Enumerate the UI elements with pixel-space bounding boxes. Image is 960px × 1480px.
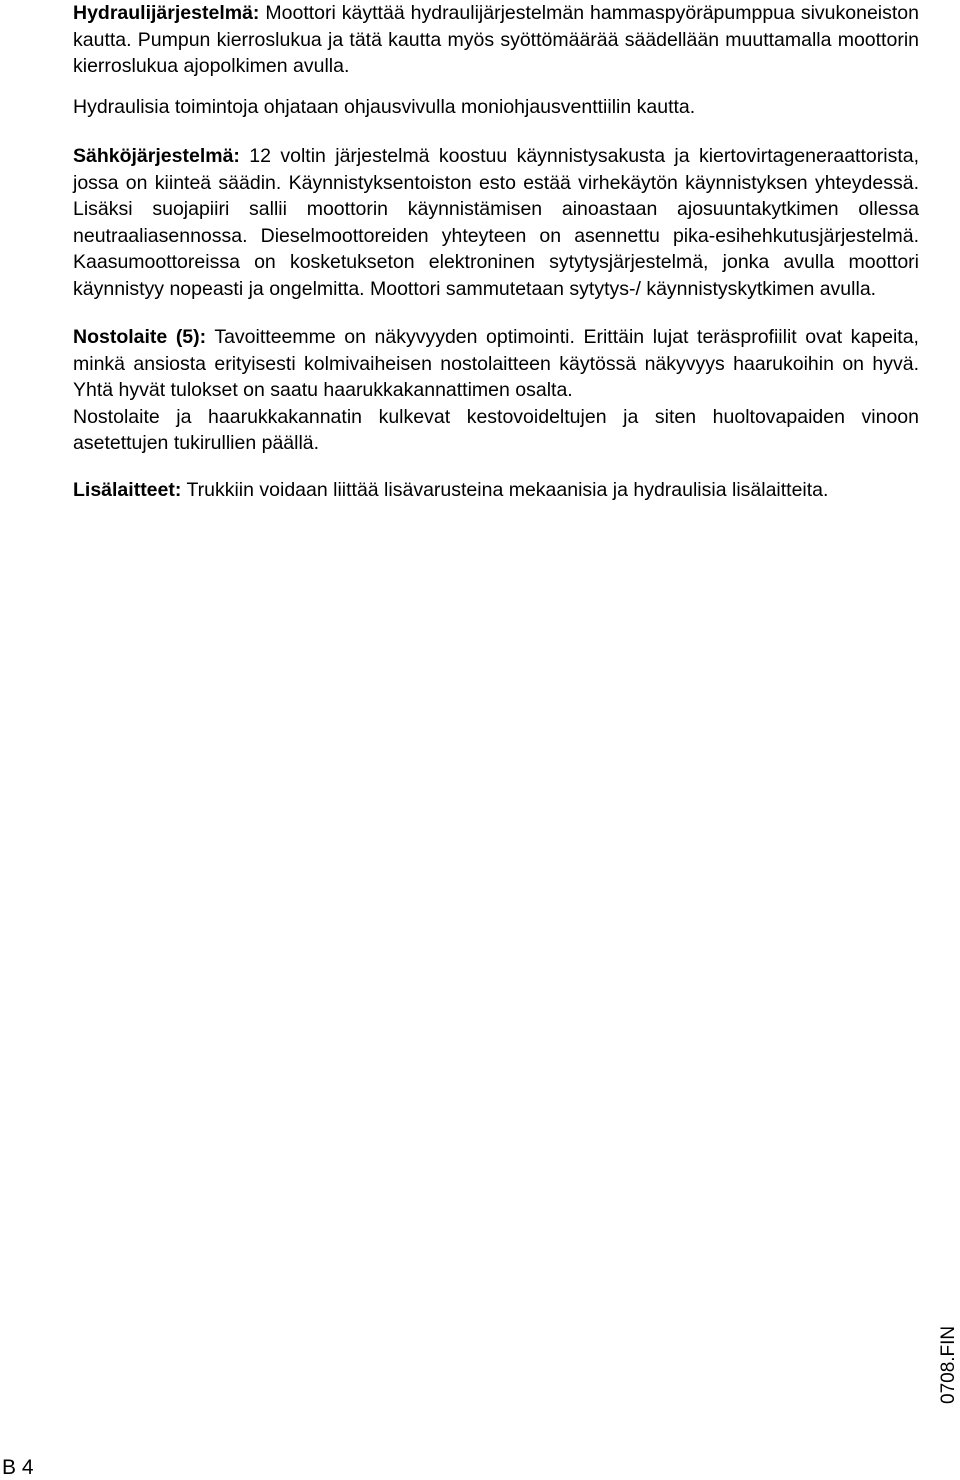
paragraph-lifting-device: [73, 324, 919, 404]
document-body: [73, 0, 919, 503]
paragraph-electrical-system: [73, 143, 919, 302]
text-hydraulic-controls: Hydraulisia toimintoja ohjataan ohjausvivulla moniohjausventtiilin kautta.: [73, 95, 696, 118]
text-attachments: Trukkiin voidaan liittää lisävarusteina mekaanisia ja hydraulisia lisälaitteita.: [181, 478, 829, 501]
paragraph-lifting-rollers: [73, 404, 919, 457]
paragraph-hydraulic-system: [73, 0, 919, 80]
text-lifting-rollers: Nostolaite ja haarukkakannatin kulkevat kestovoideltujen ja siten huoltovapaiden vinoon asetettujen tukirullien päällä.: [73, 405, 919, 454]
paragraph-attachments: [73, 477, 919, 504]
page-number: B 4: [2, 1456, 34, 1479]
paragraph-hydraulic-controls: [73, 94, 919, 121]
heading-hydraulic-system: Hydraulijärjestelmä:: [73, 2, 260, 24]
heading-electrical-system: Sähköjärjestelmä:: [73, 145, 240, 167]
heading-lifting-device: Nostolaite (5):: [73, 326, 207, 348]
text-electrical-system: 12 voltin järjestelmä koostuu käynnistysakusta ja kiertovirtageneraattorista, jossa on kiinteä säädin. Käynnistyksentoiston esto estää virhekäytön käynnistyksen yhteydessä. Lisäksi suojapiiri sallii moottorin käynnistämisen ainoastaan ajosuuntakytkimen ollessa neutraaliasennossa. Dieselmoottoreiden yhteyteen on asennettu pika-esihehkutusjärjestelmä. Kaasumoottoreissa on kosketukseton elektroninen sytytysjärjestelmä, jonka avulla moottori käynnistyy nopeasti ja ongelmitta. Moottori sammutetaan sytytys-/ käynnistyskytkimen avulla.: [73, 145, 919, 300]
document-code: 0708.FIN: [938, 1325, 959, 1404]
text-lifting-device: Tavoitteemme on näkyvyyden optimointi. Erittäin lujat teräsprofiilit ovat kapeita, minkä ansiosta erityisesti kolmivaiheisen nostolaitteen käytössä näkyvyys haarukoihin on hyvä. Yhtä hyvät tulokset on saatu haarukkakannattimen osalta.: [73, 326, 919, 401]
text-hydraulic-system: Moottori käyttää hydraulijärjestelmän hammaspyöräpumppua sivukoneiston kautta. Pumpun kierroslukua ja tätä kautta myös syöttömäärää säädellään muuttamalla moottorin kierroslukua ajopolkimen avulla.: [73, 2, 919, 77]
heading-attachments: Lisälaitteet:: [73, 478, 182, 501]
